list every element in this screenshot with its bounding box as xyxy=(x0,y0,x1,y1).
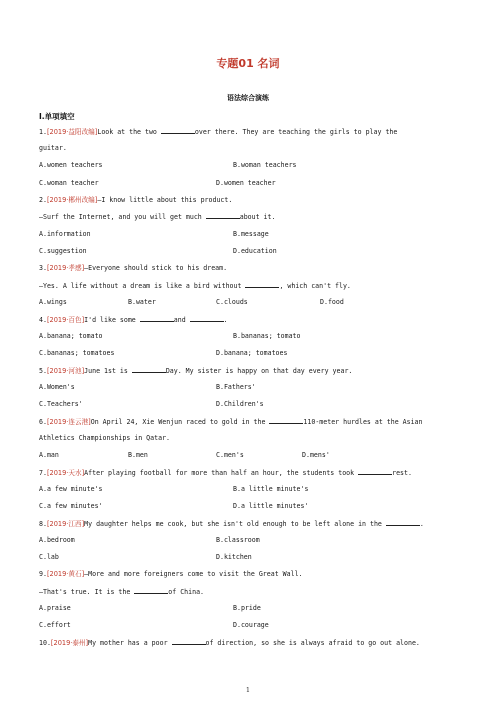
option-b: B.a little minute's xyxy=(233,485,309,493)
option-d: D.women teacher xyxy=(216,179,276,187)
question-7-stem: 7.[2019·天水]After playing football for more than half an hour, the students took rest. xyxy=(39,469,412,477)
question-source: [2019·河池] xyxy=(46,367,85,375)
option-c: C.effort xyxy=(39,621,71,629)
option-a: A.wings xyxy=(39,298,67,306)
answer-blank xyxy=(132,366,166,373)
question-source: [2019·黄石] xyxy=(46,570,85,578)
page-subtitle: 语法综合演练 xyxy=(227,94,269,102)
option-c: C.bananas; tomatoes xyxy=(39,349,115,357)
option-d: D.a little minutes' xyxy=(233,502,309,510)
answer-blank xyxy=(140,315,174,322)
option-b: B.bananas; tomato xyxy=(233,332,301,340)
answer-blank xyxy=(134,587,168,594)
question-4-stem: 4.[2019·百色]I'd like some and . xyxy=(39,316,228,324)
option-a: A.banana; tomato xyxy=(39,332,103,340)
question-5-stem: 5.[2019·河池]June 1st is Day. My sister is happy on that day every year. xyxy=(39,367,353,375)
question-10-stem: 10.[2019·泰州]My mother has a poor of direction, so she is always afraid to go out alone. xyxy=(39,639,420,647)
page-number: 1 xyxy=(245,686,251,694)
question-source: [2019·郴州改编] xyxy=(46,196,98,204)
option-d: D.mens' xyxy=(302,451,330,459)
option-c: C.lab xyxy=(39,553,59,561)
option-c: C.a few minutes' xyxy=(39,502,103,510)
question-source: [2019·泰州] xyxy=(50,639,89,647)
answer-blank xyxy=(206,212,240,219)
section-heading: Ⅰ.单项填空 xyxy=(39,112,75,121)
question-1-stem-cont: guitar. xyxy=(39,144,67,152)
question-source: [2019·孝感] xyxy=(46,264,85,272)
option-c: C.men's xyxy=(216,451,244,459)
question-source: [2019·益阳改编] xyxy=(46,128,98,136)
option-b: B.classroom xyxy=(216,536,260,544)
answer-blank xyxy=(269,417,303,424)
option-b: B.woman teachers xyxy=(233,161,297,169)
option-d: D.food xyxy=(320,298,344,306)
question-3-stem: 3.[2019·孝感]—Everyone should stick to his dream. xyxy=(39,264,228,272)
question-8-stem: 8.[2019·江西]My daughter helps me cook, but she isn't old enough to be left alone in the . xyxy=(39,520,424,528)
option-b: B.Fathers' xyxy=(216,383,256,391)
question-1-stem: 1.[2019·益阳改编]Look at the two over there. They are teaching the girls to play the xyxy=(39,128,398,136)
option-c: C.woman teacher xyxy=(39,179,99,187)
option-b: B.men xyxy=(128,451,148,459)
option-a: A.women teachers xyxy=(39,161,103,169)
answer-blank xyxy=(358,468,392,475)
option-d: D.Children's xyxy=(216,400,264,408)
option-d: D.education xyxy=(233,247,277,255)
answer-blank xyxy=(386,519,420,526)
option-d: D.kitchen xyxy=(216,553,252,561)
question-6-stem: 6.[2019·连云港]On April 24, Xie Wenjun raced to gold in the 110-meter hurdles at the Asian xyxy=(39,418,423,426)
option-d: D.courage xyxy=(233,621,269,629)
option-a: A.information xyxy=(39,230,91,238)
question-9-stem: 9.[2019·黄石]—More and more foreigners come to visit the Great Wall. xyxy=(39,570,303,578)
page-title: 专题01 名词 xyxy=(216,57,280,70)
question-6-stem-cont: Athletics Championships in Qatar. xyxy=(39,434,171,442)
option-d: D.banana; tomatoes xyxy=(216,349,288,357)
option-a: A.praise xyxy=(39,604,71,612)
answer-blank xyxy=(161,127,195,134)
option-b: B.pride xyxy=(233,604,261,612)
question-source: [2019·百色] xyxy=(46,316,85,324)
answer-blank xyxy=(245,281,279,288)
question-source: [2019·天水] xyxy=(46,469,85,477)
question-source: [2019·江西] xyxy=(46,520,85,528)
question-2-stem: 2.[2019·郴州改编]—I know little about this product. xyxy=(39,196,233,204)
option-a: A.man xyxy=(39,451,59,459)
option-b: B.message xyxy=(233,230,269,238)
option-c: C.clouds xyxy=(216,298,248,306)
answer-blank xyxy=(172,638,206,645)
option-a: A.bedroom xyxy=(39,536,75,544)
option-b: B.water xyxy=(128,298,156,306)
question-9-stem-cont: —That's true. It is the of China. xyxy=(39,588,205,596)
question-source: [2019·连云港] xyxy=(46,418,91,426)
question-3-stem-cont: —Yes. A life without a dream is like a bird without , which can't fly. xyxy=(39,282,351,290)
option-c: C.suggestion xyxy=(39,247,87,255)
option-c: C.Teachers' xyxy=(39,400,83,408)
question-2-stem-cont: —Surf the Internet, and you will get much about it. xyxy=(39,213,276,221)
option-a: A.a few minute's xyxy=(39,485,103,493)
answer-blank xyxy=(190,315,224,322)
option-a: A.Women's xyxy=(39,383,75,391)
